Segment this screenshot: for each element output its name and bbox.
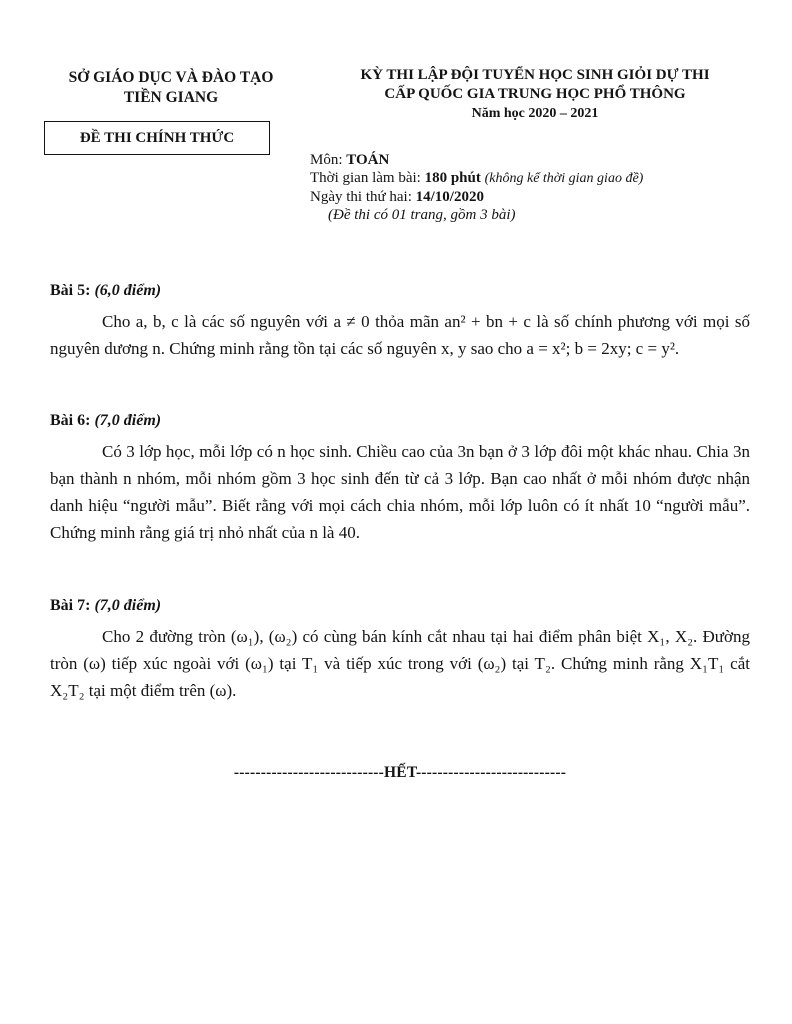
- date-line: [310, 188, 780, 206]
- department-name: SỞ GIÁO DỤC VÀ ĐÀO TẠO: [68, 69, 274, 86]
- problem-points: (7,0 điểm): [94, 597, 162, 614]
- problem-label: Bài 5:: [50, 282, 91, 299]
- problem-7: [50, 597, 750, 704]
- exam-info: [310, 151, 780, 224]
- exam-title-line2: CẤP QUỐC GIA TRUNG HỌC PHỔ THÔNG: [384, 86, 686, 102]
- subject-prefix: Môn:: [310, 152, 347, 168]
- problem-text: Có 3 lớp học, mỗi lớp có n học sinh. Chiều cao của 3n bạn ở 3 lớp đôi một khác nhau. Chia 3n bạn thành n nhóm, mỗi nhóm gồm 3 học sinh đến từ cả 3 lớp. Bạn cao nhất ở mỗi nhóm được nhận danh hiệu “người mẫu”. Biết rằng với mọi cách chia nhóm, mỗi lớp luôn có ít nhất 10 “người mẫu”. Chứng minh rằng giá trị nhỏ nhất của n là 40.: [50, 442, 750, 542]
- problem-title: [50, 282, 750, 300]
- problem-title: [50, 597, 750, 615]
- end-of-exam-line: ----------------------------HẾT----------------------------: [233, 764, 567, 781]
- problem-6: [50, 412, 750, 546]
- exam-header: [305, 66, 765, 123]
- date-prefix: Ngày thi thứ hai:: [310, 189, 416, 205]
- problem-text: Cho a, b, c là các số nguyên với a ≠ 0 thỏa mãn an² + bn + c là số chính phương với mọi số nguyên dương n. Chứng minh rằng tồn tại các số nguyên x, y sao cho a = x²; b = 2xy; c = y².: [50, 312, 750, 358]
- problem-points: (6,0 điểm): [94, 282, 162, 299]
- problem-text: Cho 2 đường tròn (ω₁), (ω₂) có cùng bán kính cắt nhau tại hai điểm phân biệt X₁, X₂. Đường tròn (ω) tiếp xúc ngoài với (ω₁) tại T₁ và tiếp xúc trong với (ω₂) tại T₂. Chứng minh rằng X₁T₁ cắt X₂T₂ tại một điểm trên (ω).: [50, 627, 750, 700]
- page-note: (Đề thi có 01 trang, gồm 3 bài): [328, 207, 516, 223]
- subject-line: [310, 151, 780, 169]
- official-exam-label: ĐỀ THI CHÍNH THỨC: [79, 129, 235, 146]
- time-line: [310, 169, 780, 188]
- date-value: 14/10/2020: [415, 189, 484, 205]
- time-prefix: Thời gian làm bài:: [310, 170, 425, 186]
- department-header: [40, 68, 302, 108]
- time-value: 180 phút: [424, 170, 481, 186]
- problem-title: [50, 412, 750, 430]
- time-note: (không kể thời gian giao đề): [484, 171, 644, 186]
- problem-5: [50, 282, 750, 362]
- subject-value: TOÁN: [346, 152, 390, 168]
- problem-label: Bài 7:: [50, 597, 91, 614]
- exam-title-line1: KỲ THI LẬP ĐỘI TUYỂN HỌC SINH GIỎI DỰ THI: [360, 67, 710, 83]
- problem-label: Bài 6:: [50, 412, 91, 429]
- problem-points: (7,0 điểm): [94, 412, 162, 429]
- school-year: Năm học 2020 – 2021: [471, 106, 599, 121]
- province-name: TIỀN GIANG: [123, 89, 219, 106]
- official-exam-box: [44, 121, 270, 155]
